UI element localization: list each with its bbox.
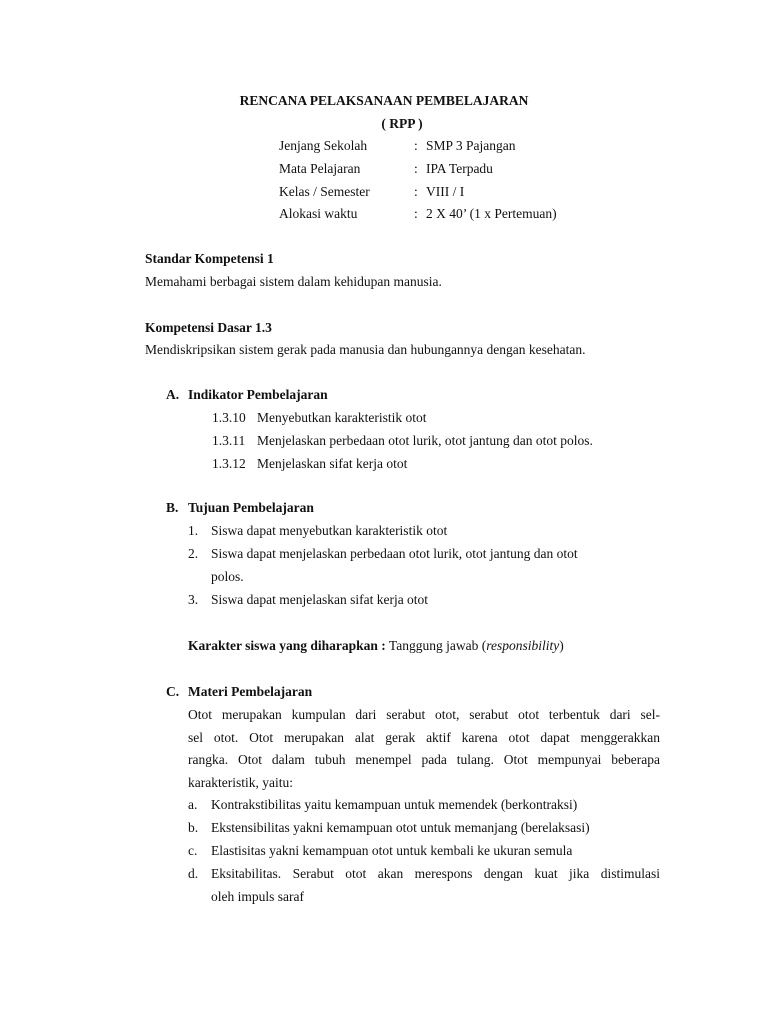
- kompetensi-heading: Kompetensi Dasar 1.3: [145, 320, 272, 335]
- section-heading: Materi Pembelajaran: [188, 684, 313, 699]
- item-text: Elastisitas yakni kemampuan otot untuk kembali ke ukuran semula: [211, 843, 573, 858]
- item-text: Siswa dapat menyebutkan karakteristik otot: [211, 523, 448, 538]
- standar-heading: Standar Kompetensi 1: [145, 251, 274, 266]
- item-text: Siswa dapat menjelaskan perbedaan otot lurik, otot jantung dan otot: [211, 546, 578, 561]
- meta-value: SMP 3 Pajangan: [426, 138, 516, 153]
- item-text-continuation: oleh impuls saraf: [211, 889, 304, 904]
- section-letter: C.: [166, 684, 180, 699]
- item-text: Menjelaskan perbedaan otot lurik, otot jantung dan otot polos.: [257, 433, 593, 448]
- item-number: 1.3.11: [212, 433, 246, 448]
- item-letter: d.: [188, 866, 199, 881]
- section-letter: A.: [166, 387, 180, 402]
- item-text: Eksitabilitas. Serabut otot akan merespons dengan kuat jika distimulasi: [211, 866, 660, 881]
- meta-colon: :: [414, 138, 418, 153]
- item-text: Menjelaskan sifat kerja otot: [257, 456, 408, 471]
- item-text-continuation: polos.: [211, 569, 244, 584]
- meta-label: Kelas / Semester: [279, 184, 370, 199]
- meta-label: Jenjang Sekolah: [279, 138, 368, 153]
- item-text: Ekstensibilitas yakni kemampuan otot untuk memanjang (berelaksasi): [211, 820, 590, 835]
- item-letter: a.: [188, 797, 198, 812]
- item-text: Menyebutkan karakteristik otot: [257, 410, 427, 425]
- meta-value: IPA Terpadu: [426, 161, 493, 176]
- item-number: 1.: [188, 523, 199, 538]
- paragraph-line: Otot merupakan kumpulan dari serabut otot, serabut otot terbentuk dari sel-: [188, 707, 660, 722]
- standar-text: Memahami berbagai sistem dalam kehidupan manusia.: [145, 274, 442, 289]
- meta-colon: :: [414, 184, 418, 199]
- karakter-line: [188, 638, 564, 654]
- paragraph-line: rangka. Otot dalam tubuh menempel pada tulang. Otot mempunyai beberapa: [188, 752, 660, 767]
- meta-value: VIII / I: [426, 184, 465, 199]
- karakter-italic: responsibility: [486, 638, 560, 653]
- document-subtitle: ( RPP ): [381, 116, 423, 131]
- karakter-value: Tanggung jawab (: [388, 638, 487, 653]
- meta-colon: :: [414, 206, 418, 221]
- item-text: Siswa dapat menjelaskan sifat kerja otot: [211, 592, 429, 607]
- section-heading: Indikator Pembelajaran: [188, 387, 328, 402]
- item-number: 1.3.10: [212, 410, 246, 425]
- paragraph-line: sel otot. Otot merupakan alat gerak aktif karena otot dapat menggerakkan: [188, 730, 660, 745]
- meta-colon: :: [414, 161, 418, 176]
- kompetensi-text: Mendiskripsikan sistem gerak pada manusia dan hubungannya dengan kesehatan.: [145, 342, 586, 357]
- karakter-label: Karakter siswa yang diharapkan :: [188, 638, 386, 653]
- item-number: 3.: [188, 592, 199, 607]
- item-number: 1.3.12: [212, 456, 246, 471]
- section-heading: Tujuan Pembelajaran: [188, 500, 314, 515]
- document-title: RENCANA PELAKSANAAN PEMBELAJARAN: [239, 93, 529, 108]
- karakter-close: ): [559, 638, 564, 653]
- section-letter: B.: [166, 500, 179, 515]
- meta-label: Alokasi waktu: [279, 206, 358, 221]
- item-number: 2.: [188, 546, 199, 561]
- item-letter: c.: [188, 843, 198, 858]
- paragraph-line: karakteristik, yaitu:: [188, 775, 293, 790]
- item-letter: b.: [188, 820, 199, 835]
- item-text: Kontrakstibilitas yaitu kemampuan untuk memendek (berkontraksi): [211, 797, 578, 812]
- meta-value: 2 X 40’ (1 x Pertemuan): [426, 206, 557, 221]
- meta-label: Mata Pelajaran: [279, 161, 361, 176]
